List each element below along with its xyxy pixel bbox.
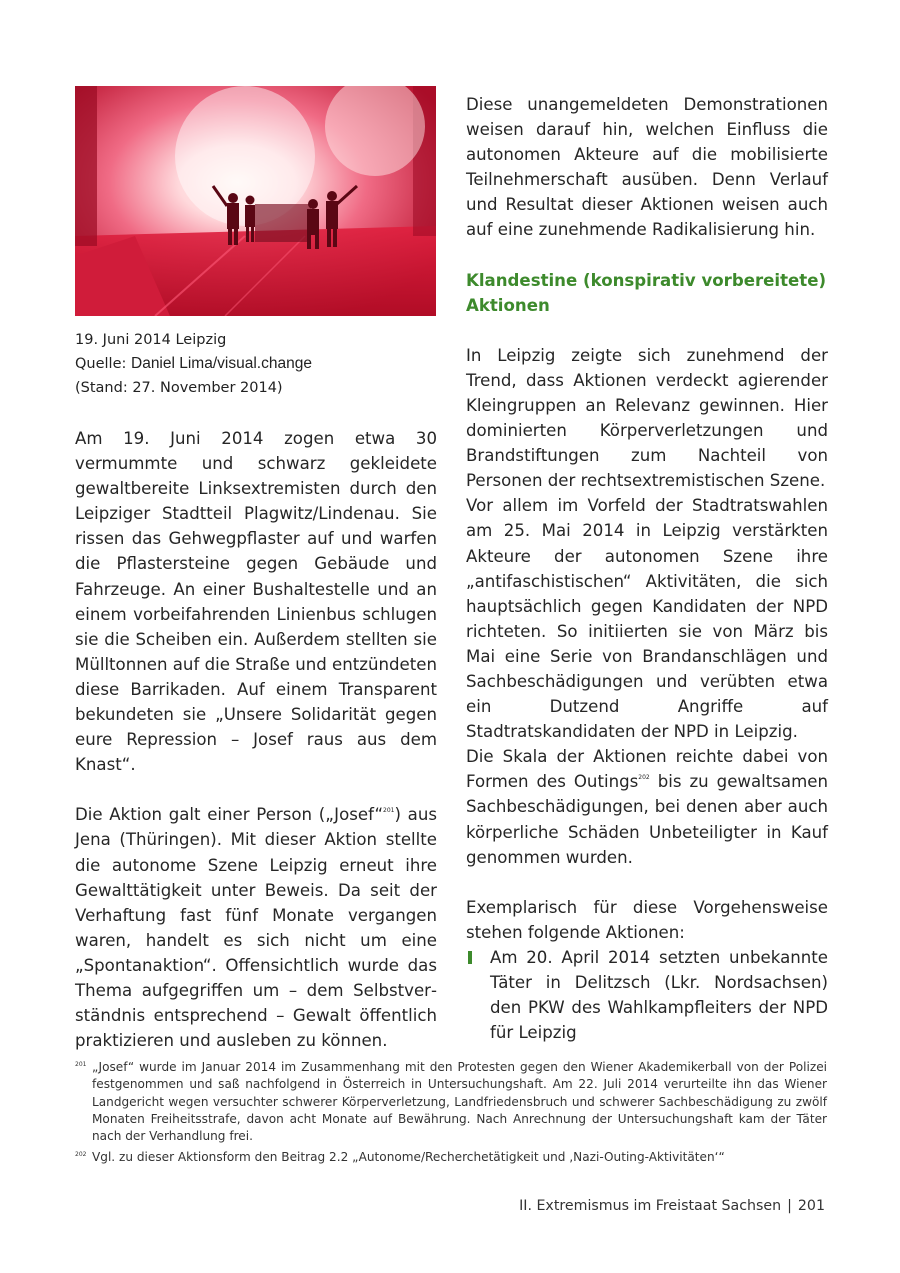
footnotes [75, 1059, 827, 1171]
demonstration-photo [75, 86, 436, 316]
footer-section-title: II. Extremismus im Freistaat Sachsen [519, 1198, 782, 1214]
right-paragraph-1: Diese unangemeldeten Demonstrationen weisen darauf hin, welchen Einfluss die autonomen Akteure auf die mobilisierte Teilnehmerschaft ausüben. Denn Verlauf und Resultat dieser Aktionen weisen auch auf eine zunehmende Radikalisierung hin. [466, 95, 828, 240]
footnote-ref-201[interactable]: 201 [383, 807, 395, 815]
photo-caption [75, 328, 436, 400]
right-paragraph-5: Exemplarisch für diese Vorgehensweise stehen folgende Aktionen: [466, 897, 828, 942]
caption-status: (Stand: 27. November 2014) [75, 380, 283, 396]
footnote-ref-202[interactable]: 202 [638, 774, 650, 782]
bullet-marker-icon [468, 951, 472, 964]
bullet-item [466, 945, 828, 1045]
right-paragraph-4-text-a: Die Skala der Aktionen reichte dabei von Formen des Outings [466, 747, 828, 792]
right-paragraph-2: In Leipzig zeigte sich zunehmend der Trend, dass Aktionen verdeckt agierender Kleingruppen an Relevanz gewinnen. Hier dominierten Körperverletzungen und Brandstiftungen zum Nachteil von Personen der rechtsextremistischen Szene. [466, 345, 828, 491]
right-column [466, 92, 828, 1045]
page-footer [519, 1198, 825, 1214]
caption-line-source [75, 352, 436, 376]
caption-source-label: Quelle: [75, 356, 127, 372]
bullet-item-text: Am 20. April 2014 setzten unbekannte Täter in Delitzsch (Lkr. Nordsachsen) den PKW des Wahlkampfleiters der NPD für Leipzig [490, 947, 828, 1043]
right-paragraph-4 [466, 744, 828, 869]
section-heading: Klandestine (konspirativ vorbereitete) Aktionen [466, 270, 827, 315]
caption-date: 19. Juni 2014 [75, 332, 171, 348]
page-number: 201 [797, 1198, 825, 1214]
demonstration-photo-icon [75, 86, 436, 316]
left-paragraph-2-text-b: ) aus Jena (Thüringen). Mit dieser Aktion stellte die autonome Szene Leipzig erneut ihre Gewalttätigkeit unter Beweis. Da seit der Verhaftung fast fünf Monate vergangen waren, handelt es sich nicht um eine „Spontanaktion“. Offensichtlich wurde das Thema aufgegriffen um – dem Selbstverständnis entsprechend – Gewalt öffentlich praktizieren und ausleben zu können. [75, 805, 437, 1051]
footnote-number: 201 [75, 1061, 87, 1068]
caption-line-date [75, 328, 436, 352]
left-paragraph-1: Am 19. Juni 2014 zogen etwa 30 vermummte und schwarz gekleidete gewaltbereite Linksextremisten durch den Leipziger Stadtteil Plagwitz/Lindenau. Sie rissen das Gehwegpflaster auf und warfen die Pflastersteine gegen Gebäude und Fahrzeuge. An einer Bushaltestelle und an einem vorbeifahrenden Linienbus schlugen sie die Scheiben ein. Außerdem stellten sie Mülltonnen auf die Straße und entzündeten diese Barrikaden. Auf einem Transparent bekundeten sie „Unsere Solidarität gegen eure Repression – Josef raus aus dem Knast“. [75, 429, 437, 775]
right-paragraph-4-text-b: bis zu gewaltsamen Sachbeschädigungen, bei denen aber auch körperliche Schäden Unbeteiligter in Kauf genommen wurden. [466, 772, 828, 867]
left-column [75, 426, 437, 1053]
footnote-202 [75, 1149, 827, 1166]
footer-separator: | [787, 1198, 792, 1214]
left-paragraph-2-text-a: Die Aktion galt einer Person („Josef“ [75, 805, 384, 825]
left-paragraph-2 [75, 802, 437, 1053]
footnote-201 [75, 1059, 827, 1145]
right-paragraph-3: Vor allem im Vorfeld der Stadtratswahlen am 25. Mai 2014 in Leipzig verstärkten Akteure der autonomen Szene ihre „antifaschistischen“ Aktivitäten, die sich hauptsächlich gegen Kandidaten der NPD richteten. So initiierten sie von März bis Mai eine Serie von Brandanschlägen und Sachbeschädigungen und verübten etwa ein Dutzend Angriffe auf Stadtratskandidaten der NPD in Leipzig. [466, 496, 828, 742]
footnote-text: „Josef“ wurde im Januar 2014 im Zusammenhang mit den Protesten gegen den Wiener Akademikerball von der Polizei festgenommen und saß nachfolgend in Österreich in Untersuchungshaft. Am 22. Juli 2014 verurteilte ihn das Wiener Landgericht wegen versuchter schwerer Körperverletzung, Landfriedensbruch und schwerer Sachbeschädigung zu zwölf Monaten Freiheitsstrafe, davon acht Monate auf Bewährung. Nach Anrechnung der Untersuchungshaft kam der Täter nach der Verhandlung frei. [92, 1060, 827, 1144]
caption-source-name: Daniel Lima/visual.change [131, 355, 312, 372]
footnote-text: Vgl. zu dieser Aktionsform den Beitrag 2.2 „Autonome/Recherchetätigkeit und ‚Nazi-Outing-Aktivitäten‘“ [92, 1150, 725, 1165]
caption-place: Leipzig [175, 332, 227, 348]
footnote-number: 202 [75, 1151, 87, 1159]
